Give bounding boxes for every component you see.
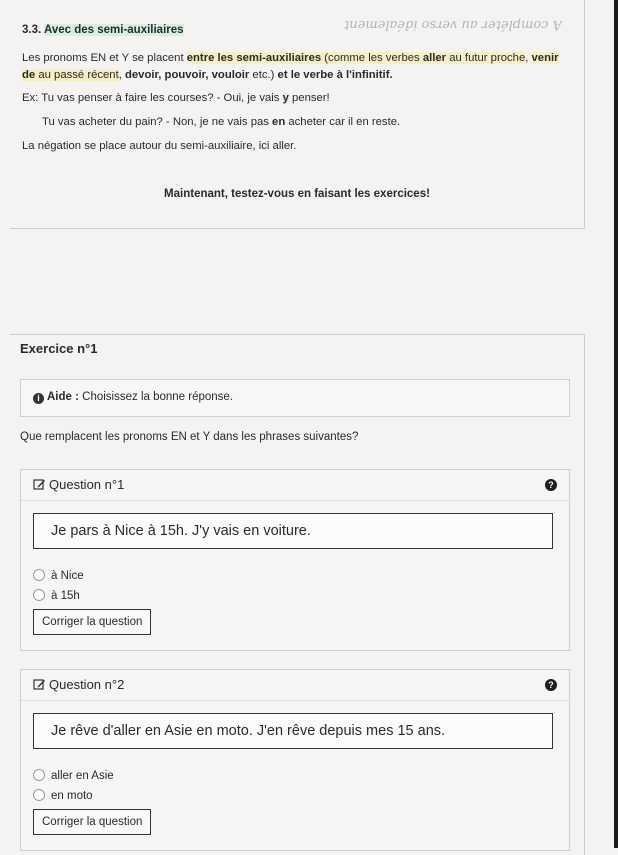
section-title [22, 24, 184, 36]
aide-box [20, 379, 570, 417]
edit-icon [33, 678, 46, 691]
section-number: 3.3. [22, 24, 42, 36]
rule-part: etc.) [249, 69, 278, 81]
rule-part: , [525, 52, 532, 64]
radio-button[interactable] [33, 769, 45, 781]
question-title-text: Question n°2 [49, 677, 125, 692]
example-1 [22, 90, 330, 107]
example-text: penser! [288, 92, 330, 104]
rule-part: (comme les verbes [321, 52, 423, 64]
answer-option[interactable] [33, 569, 84, 582]
exercise-title: Exercice n°1 [20, 341, 98, 356]
option-label[interactable]: à 15h [51, 590, 80, 602]
scan-edge [614, 0, 618, 848]
lesson-section [10, 0, 585, 229]
check-answer-button[interactable]: Corriger la question [33, 609, 151, 635]
rule-keyword: entre les semi-auxiliaires [186, 52, 322, 64]
question-card [20, 469, 570, 651]
answer-option[interactable] [33, 789, 93, 802]
option-label[interactable]: en moto [51, 790, 93, 802]
rule-part: , [118, 69, 125, 81]
section-title-text: Avec des semi-auxiliaires [43, 24, 184, 36]
rule-part: au futur proche [446, 52, 526, 64]
exercise-prompt: Que remplacent les pronoms EN et Y dans les phrases suivantes? [20, 431, 359, 443]
question-title [33, 477, 124, 492]
radio-button[interactable] [33, 789, 45, 801]
question-header [21, 670, 569, 701]
aide-text: Choisissez la bonne réponse. [82, 391, 234, 403]
rule-keyword: et le verbe à l'infinitif. [277, 69, 393, 81]
rule-text [22, 50, 582, 84]
question-title [33, 677, 124, 692]
example-text: Ex: Tu vas penser à faire les courses? - Oui, je vais [22, 92, 283, 104]
example-pronoun: y [282, 92, 289, 104]
rule-part: Les pronoms EN et Y se placent [22, 52, 187, 64]
rule-keyword: de [22, 69, 36, 81]
aide-label: Aide : [47, 391, 79, 403]
edit-icon [33, 478, 46, 491]
question-card [20, 669, 570, 851]
rule-keyword: venir [531, 52, 559, 64]
question-sentence: Je pars à Nice à 15h. J'y vais en voiture. [33, 513, 553, 549]
answer-option[interactable] [33, 589, 80, 602]
option-label[interactable]: aller en Asie [51, 770, 114, 782]
example-2 [42, 114, 400, 131]
answer-option[interactable] [33, 769, 114, 782]
exercise-panel [10, 334, 585, 855]
rule-part: au passé récent [35, 69, 119, 81]
question-header [21, 470, 569, 501]
rule-keyword: aller [422, 52, 447, 64]
rule-keyword: devoir, pouvoir, vouloir [125, 69, 250, 81]
example-text: Tu vas acheter du pain? - Non, je ne vais pas [42, 116, 273, 128]
help-icon[interactable]: ? [545, 679, 557, 691]
example-text: acheter car il en reste. [285, 116, 401, 128]
check-answer-button[interactable]: Corriger la question [33, 809, 151, 835]
radio-button[interactable] [33, 589, 45, 601]
option-label[interactable]: à Nice [51, 570, 84, 582]
info-icon: i [33, 393, 44, 404]
aide-content [33, 391, 233, 404]
help-icon[interactable]: ? [545, 479, 557, 491]
radio-button[interactable] [33, 569, 45, 581]
example-pronoun: en [272, 116, 286, 128]
call-to-action: Maintenant, testez-vous en faisant les exercices! [164, 188, 430, 200]
handwritten-note: À compléter au verso idéalement [344, 17, 562, 32]
question-sentence: Je rêve d'aller en Asie en moto. J'en rêve depuis mes 15 ans. [33, 713, 553, 749]
negation-note: La négation se place autour du semi-auxiliaire, ici aller. [22, 140, 297, 152]
question-title-text: Question n°1 [49, 477, 125, 492]
